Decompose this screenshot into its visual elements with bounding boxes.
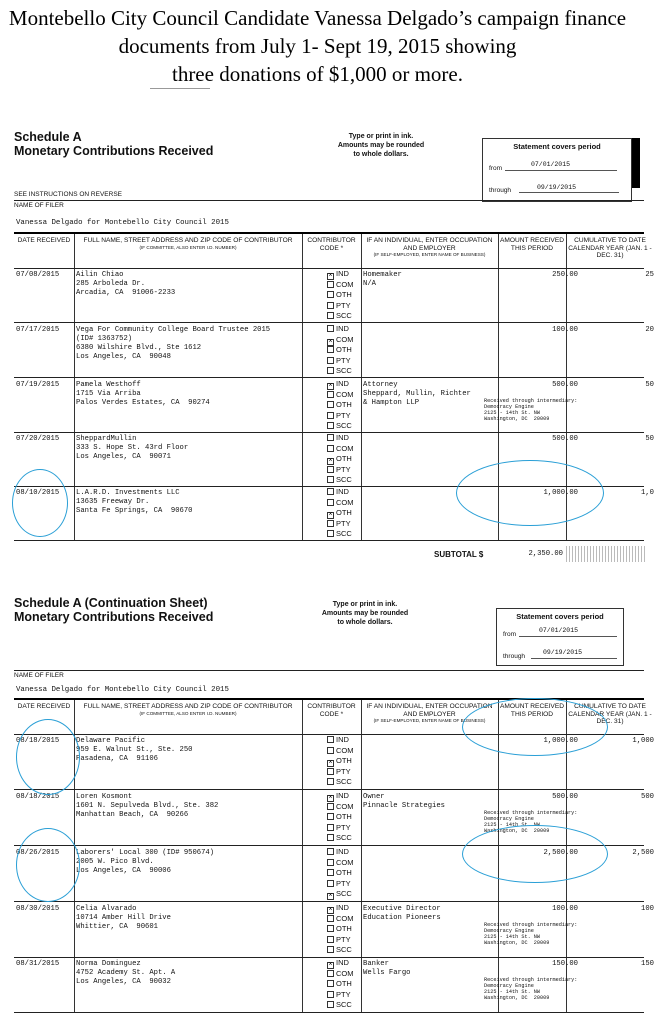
code-option [327,833,354,844]
ink-note-line: Type or print in ink. [348,133,414,140]
rule [14,232,644,234]
amount-received: 2,500.00 [543,849,578,857]
header-text: IF AN INDIVIDUAL, ENTER OCCUPATION AND EMPLOYER [366,237,493,252]
occupation-employer: Attorney Sheppard, Mullin, Richter & Hampton LLP [363,381,471,407]
date-received: 08/18/2015 [16,737,60,745]
code-option-label: IND [336,958,349,967]
highlight-circle [16,828,80,902]
contributor-code-group [327,791,354,844]
contributor: Loren Kosmont 1601 N. Sepulveda Blvd., Ste. 382 Manhattan Beach, CA 90266 [76,793,219,819]
code-option [327,945,354,956]
header-text: CONTRIBUTOR CODE * [307,703,356,718]
caption [0,4,635,88]
contributor-code-group [327,324,354,377]
caption-line-1: Montebello City Council Candidate Vanessa Delgado’s campaign finance [8,6,627,30]
from-value: 07/01/2015 [531,161,571,168]
checkbox[interactable] [327,1001,334,1008]
code-option [327,269,354,280]
ink-note-line: to whole dollars. [353,151,409,158]
code-option [327,366,354,377]
code-option [327,969,354,980]
column-divider [361,700,362,1012]
code-option [327,914,354,925]
highlight-circle [462,825,608,883]
intermediary-note: Received through intermediary: Democracy Engine 2125 - 14th St. NW Washington, DC 20009 [484,922,578,946]
highlight-circle [16,719,80,795]
contributor-code-group [327,847,354,900]
code-option [327,390,354,401]
amount-received: 100.00 [552,905,578,913]
code-option-label: IND [336,324,349,333]
code-option-label: PTY [336,355,351,365]
underline [505,170,617,171]
code-option-label: SCC [336,889,352,899]
amount-received: 250.00 [552,271,578,279]
ink-note [310,600,420,627]
column-header-code [304,703,359,718]
highlight-circle [12,469,68,537]
code-option [327,280,354,291]
column-divider [302,234,303,540]
code-option [327,411,354,422]
code-option [327,324,354,335]
code-option [327,345,354,356]
amount-received: 500.00 [552,435,578,443]
subtotal-label: SUBTOTAL $ [434,550,484,559]
code-option [327,847,354,858]
cumulative-amount: 100 [641,905,654,913]
row-rule [14,789,644,790]
checkbox[interactable] [327,291,334,298]
code-option-label: COM [336,497,354,507]
checkbox[interactable] [327,434,334,441]
through-label: through [503,653,526,660]
underline [531,658,617,659]
checkbox[interactable] [327,530,334,537]
form-subtitle: Monetary Contributions Received [14,610,214,624]
checkbox[interactable] [327,936,334,943]
checkbox[interactable] [327,412,334,419]
code-option-label: IND [336,791,349,800]
column-divider [302,700,303,1012]
code-option-label: OTH [336,508,352,518]
code-option [327,879,354,890]
row-rule [14,901,644,902]
contributor: Pamela Westhoff 1715 Via Arriba Palos Verdes Estates, CA 90274 [76,381,210,407]
column-header-amount [500,237,564,252]
column-header-cumulative [568,237,652,260]
filer-value: Vanessa Delgado for Montebello City Council 2015 [16,219,229,227]
code-option-label: SCC [336,1000,352,1010]
checkbox[interactable] [327,747,334,754]
period-title: Statement covers period [513,142,601,151]
code-option-label: COM [336,913,354,923]
cumulative-amount: 50 [645,381,654,389]
statement-period-box [482,138,632,202]
ink-note [326,132,436,159]
code-option [327,290,354,301]
header-text: IF AN INDIVIDUAL, ENTER OCCUPATION AND EMPLOYER [366,703,493,718]
header-text: DATE RECEIVED [17,703,71,710]
code-option-label: OTH [336,924,352,934]
contributor: Delaware Pacific 959 E. Walnut St., Ste. 250 Pasadena, CA 91106 [76,737,193,763]
contributor-code-group [327,269,354,322]
header-text: CONTRIBUTOR CODE * [307,237,356,252]
code-option-label: PTY [336,989,351,999]
code-option-label: OTH [336,290,352,300]
code-option-label: COM [336,801,354,811]
caption-line-2: documents from July 1- Sept 19, 2015 showing [118,34,517,58]
filer-label: NAME OF FILER [14,202,64,209]
header-text: AMOUNT RECEIVED THIS PERIOD [500,703,564,718]
ink-note-line: Amounts may be rounded [337,142,425,149]
header-text: CUMULATIVE TO DATE CALENDAR YEAR (JAN. 1 - DEC. 31) [568,237,652,259]
code-option [327,958,354,969]
underline [519,636,617,637]
highlight-circle [456,460,604,526]
shaded-cell [566,546,646,562]
column-header-name [76,703,300,717]
code-option [327,519,354,530]
code-option [327,529,354,540]
header-subtext: (IF SELF-EMPLOYED, ENTER NAME OF BUSINESS) [373,252,486,257]
contributor-code-group [327,379,354,432]
code-option-label: PTY [336,300,351,310]
contributor: Ailin Chiao 285 Arboleda Dr. Arcadia, CA 91006-2233 [76,271,176,297]
form-title: Schedule A [14,130,82,144]
code-option [327,746,354,757]
column-header-employer [363,237,496,258]
checkbox[interactable] [327,970,334,977]
code-option [327,498,354,509]
filer-label: NAME OF FILER [14,672,64,679]
row-rule [14,377,644,378]
code-option-label: PTY [336,410,351,420]
header-text: DATE RECEIVED [17,237,71,244]
checkbox[interactable] [327,476,334,483]
occupation-employer: Owner Pinnacle Strategies [363,793,445,810]
code-option [327,487,354,498]
checkbox[interactable] [327,880,334,887]
header-text: FULL NAME, STREET ADDRESS AND ZIP CODE OF CONTRIBUTOR [83,237,293,244]
code-option [327,858,354,869]
divider [150,88,210,89]
amount-received: 150.00 [552,960,578,968]
amount-received: 1,000.00 [543,489,578,497]
code-option-label: SCC [336,529,352,539]
code-option-label: IND [336,379,349,388]
checkbox[interactable] [327,834,334,841]
from-label: from [489,165,502,172]
ink-note-line: to whole dollars. [337,619,393,626]
contributor-code-group [327,433,354,486]
checkbox[interactable] [327,445,334,452]
statement-period-box [496,608,624,666]
code-option [327,508,354,519]
code-option-label: SCC [336,366,352,376]
code-option-label: IND [336,847,349,856]
code-option-label: PTY [336,766,351,776]
column-header-name [76,237,300,251]
checkbox[interactable] [327,859,334,866]
ink-note-line: Type or print in ink. [332,601,398,608]
code-option-label: SCC [336,311,352,321]
continuation-sheet-form [14,594,654,1010]
contributor: SheppardMullin 333 S. Hope St. 43rd Floor Los Angeles, CA 90071 [76,435,189,461]
ink-note-line: Amounts may be rounded [321,610,409,617]
contributor: Norma Dominguez 4752 Academy St. Apt. A Los Angeles, CA 90032 [76,960,176,986]
contributor-code-group [327,958,354,1011]
rule [14,200,644,201]
code-option [327,791,354,802]
amount-received: 100.00 [552,326,578,334]
highlight-circle [462,698,608,756]
intermediary-note: Received through intermediary: Democracy Engine 2125 - 14th St. NW Washington, DC 20009 [484,398,578,422]
header-subtext: (IF COMMITTEE, ALSO ENTER I.D. NUMBER) [139,710,237,716]
code-option-label: PTY [336,518,351,528]
date-received: 07/08/2015 [16,271,60,279]
code-option [327,444,354,455]
subtotal-value: 2,350.00 [528,550,563,558]
date-received: 08/26/2015 [16,849,60,857]
code-option-label: IND [336,735,349,744]
checkbox[interactable] [327,848,334,855]
code-option [327,465,354,476]
header-subtext: (IF COMMITTEE, ALSO ENTER I.D. NUMBER) [139,244,237,250]
code-option [327,990,354,1001]
checkbox[interactable]: × [328,272,333,280]
from-value: 07/01/2015 [539,627,579,634]
checkbox[interactable] [327,367,334,374]
checkbox[interactable]: × [328,337,333,346]
checkbox[interactable]: × [328,794,333,802]
through-label: through [489,187,512,194]
code-option [327,735,354,746]
cumulative-amount: 25 [645,271,654,279]
code-option [327,802,354,813]
checkbox[interactable]: × [328,906,333,914]
header-text: AMOUNT RECEIVED THIS PERIOD [500,237,564,252]
code-option [327,935,354,946]
checkbox[interactable] [327,869,334,876]
date-received: 08/30/2015 [16,905,60,913]
code-option [327,356,354,367]
header-text: CUMULATIVE TO DATE CALENDAR YEAR (JAN. 1 - DEC. 31) [568,703,652,725]
code-option-label: PTY [336,878,351,888]
period-title: Statement covers period [516,612,604,621]
checkbox[interactable] [327,946,334,953]
intermediary-note: Received through intermediary: Democracy Engine 2125 - 14th St. NW Washington, DC 20009 [484,810,578,834]
contributor: Celia Alvarado 10714 Amber Hill Drive Whittier, CA 90601 [76,905,171,931]
checkbox[interactable] [327,824,334,831]
amount-received: 500.00 [552,793,578,801]
date-received: 07/17/2015 [16,326,60,334]
checkbox[interactable] [327,357,334,364]
edge-mark [632,138,640,188]
code-option-label: SCC [336,945,352,955]
code-option [327,454,354,465]
checkbox[interactable] [327,980,334,987]
code-option [327,301,354,312]
checkbox[interactable] [327,281,334,288]
checkbox[interactable] [327,302,334,309]
occupation-employer: Executive Director Education Pioneers [363,905,441,922]
code-option-label: OTH [336,400,352,410]
filer-value: Vanessa Delgado for Montebello City Council 2015 [16,686,229,694]
date-received: 08/31/2015 [16,960,60,968]
cumulative-amount: 1,000 [632,737,654,745]
contributor: Vega For Community College Board Trustee 2015 (ID# 1363752) 6380 Wilshire Blvd., Ste 1612 Los Angeles, CA 90048 [76,326,271,361]
code-option-label: COM [336,443,354,453]
row-rule [14,322,644,323]
checkbox[interactable] [327,736,334,743]
code-option [327,889,354,900]
code-option [327,812,354,823]
occupation-employer: Homemaker N/A [363,271,402,288]
checkbox[interactable]: × [328,961,333,969]
code-option [327,1000,354,1011]
row-rule [14,540,644,541]
intermediary-note: Received through intermediary: Democracy Engine 2125 - 14th St. NW Washington, DC 20009 [484,977,578,1001]
column-divider [74,234,75,540]
code-option-label: IND [336,487,349,496]
checkbox[interactable] [327,346,334,353]
rule [14,670,644,671]
contributor: L.A.R.D. Investments LLC 13635 Freeway Dr. Santa Fe Springs, CA 90670 [76,489,193,515]
contributor-code-group [327,903,354,956]
checkbox[interactable] [327,391,334,398]
column-divider [361,234,362,540]
code-option-label: SCC [336,475,352,485]
code-option-label: COM [336,389,354,399]
code-option-label: SCC [336,421,352,431]
checkbox[interactable] [327,520,334,527]
checkbox[interactable] [327,813,334,820]
code-option [327,868,354,879]
cumulative-amount: 500 [641,793,654,801]
column-header-code [304,237,359,252]
cumulative-amount: 20 [645,326,654,334]
code-option [327,777,354,788]
code-option [327,400,354,411]
checkbox[interactable]: × [328,511,333,520]
code-option-label: COM [336,857,354,867]
code-option-label: COM [336,334,354,344]
checkbox[interactable]: × [328,892,333,901]
code-option-label: SCC [336,833,352,843]
checkbox[interactable] [327,925,334,932]
code-option [327,433,354,444]
code-option-label: IND [336,269,349,278]
checkbox[interactable] [327,991,334,998]
checkbox[interactable] [327,499,334,506]
header-text: FULL NAME, STREET ADDRESS AND ZIP CODE OF CONTRIBUTOR [83,703,293,710]
code-option [327,756,354,767]
code-option [327,979,354,990]
checkbox[interactable] [327,312,334,319]
date-received: 08/10/2015 [16,489,60,497]
through-value: 09/19/2015 [543,649,583,656]
occupation-employer: Banker Wells Fargo [363,960,411,977]
code-option-label: COM [336,968,354,978]
checkbox[interactable] [327,466,334,473]
from-label: from [503,631,516,638]
code-option-label: PTY [336,822,351,832]
cumulative-amount: 1,0 [641,489,654,497]
form-subtitle: Monetary Contributions Received [14,144,214,158]
checkbox[interactable] [327,778,334,785]
code-option [327,767,354,778]
form-title: Schedule A (Continuation Sheet) [14,596,208,610]
code-option-label: COM [336,279,354,289]
contributor-code-group [327,735,354,788]
checkbox[interactable] [327,422,334,429]
code-option-label: OTH [336,812,352,822]
checkbox[interactable] [327,488,334,495]
code-option-label: OTH [336,756,352,766]
column-header-date [16,703,72,711]
code-option [327,823,354,834]
instructions: SEE INSTRUCTIONS ON REVERSE [14,191,122,198]
caption-line-3: three donations of $1,000 or more. [171,62,464,86]
checkbox[interactable] [327,915,334,922]
code-option [327,475,354,486]
checkbox[interactable] [327,803,334,810]
code-option-label: OTH [336,979,352,989]
checkbox[interactable] [327,768,334,775]
checkbox[interactable]: × [328,457,333,466]
code-option-label: PTY [336,464,351,474]
amount-received: 1,000.00 [543,737,578,745]
code-option [327,903,354,914]
code-option-label: IND [336,903,349,912]
cumulative-amount: 150 [641,960,654,968]
code-option-label: SCC [336,777,352,787]
code-option [327,421,354,432]
underline [519,192,619,193]
date-received: 07/20/2015 [16,435,60,443]
column-header-date [16,237,72,245]
checkbox[interactable]: × [328,759,333,768]
amount-received: 500.00 [552,381,578,389]
checkbox[interactable] [327,325,334,332]
code-option-label: OTH [336,454,352,464]
code-option [327,924,354,935]
cumulative-amount: 2,500 [632,849,654,857]
checkbox[interactable] [327,401,334,408]
code-option-label: IND [336,433,349,442]
through-value: 09/19/2015 [537,184,577,191]
code-option-label: COM [336,745,354,755]
code-option-label: PTY [336,934,351,944]
code-option [327,335,354,346]
code-option [327,311,354,322]
checkbox[interactable]: × [328,382,333,390]
contributor: Laborers' Local 300 (ID# 950674) 2005 W. Pico Blvd. Los Angeles, CA 90006 [76,849,215,875]
code-option [327,379,354,390]
date-received: 07/19/2015 [16,381,60,389]
code-option-label: OTH [336,868,352,878]
header-subtext: (IF SELF-EMPLOYED, ENTER NAME OF BUSINESS) [373,718,486,723]
contributor-code-group [327,487,354,540]
cumulative-amount: 50 [645,435,654,443]
date-received: 08/18/2015 [16,793,60,801]
code-option-label: OTH [336,345,352,355]
